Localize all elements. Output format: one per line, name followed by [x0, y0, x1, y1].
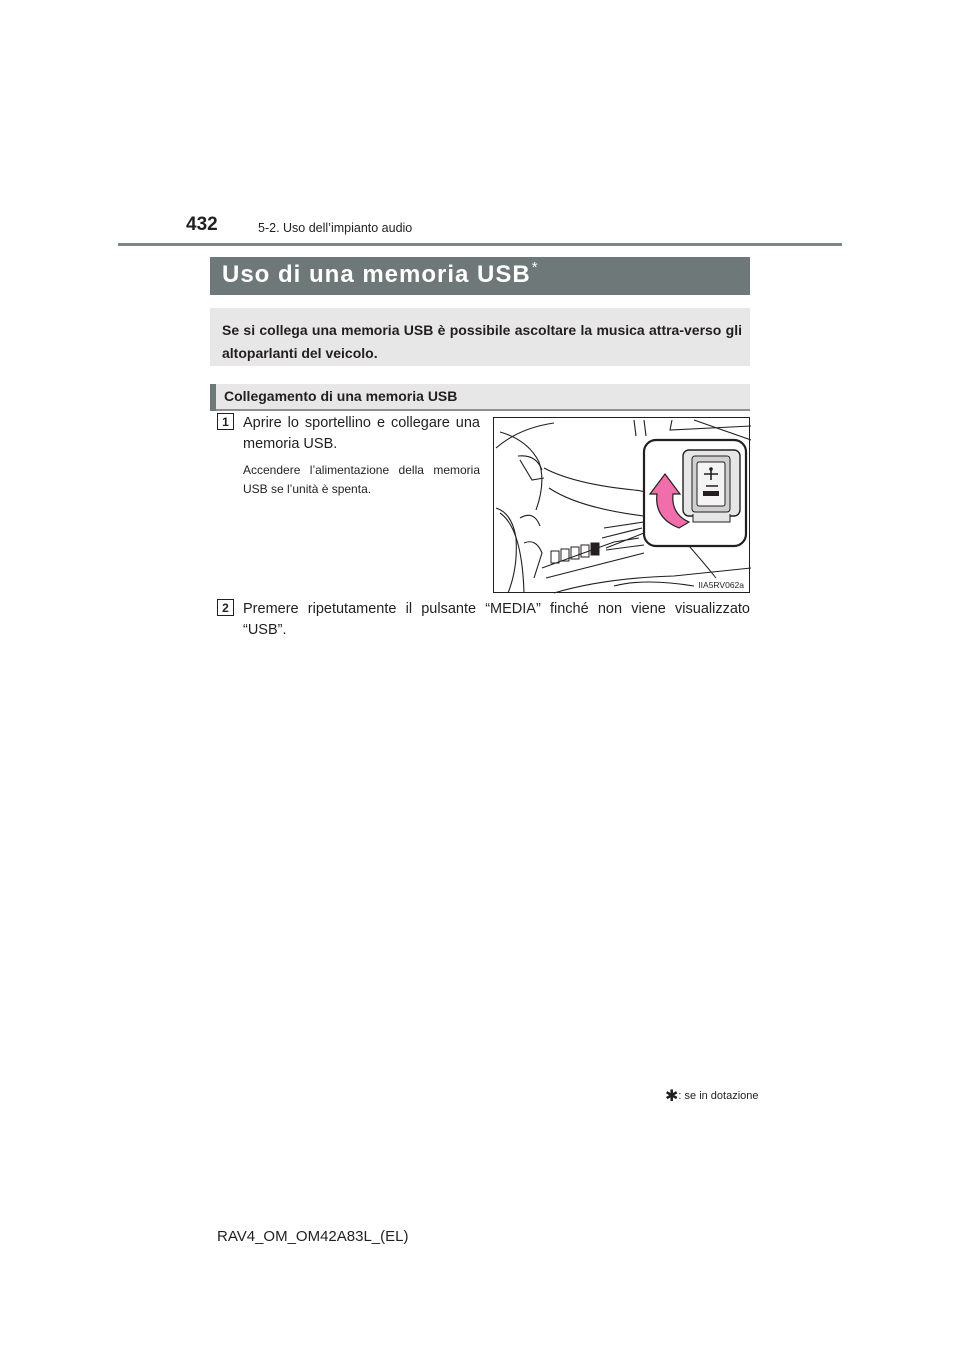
chapter-title: 5-2. Uso dell’impianto audio [258, 221, 413, 235]
footnote-star: ✱ [665, 1088, 679, 1105]
header-rule [118, 243, 842, 246]
section-heading [210, 384, 750, 411]
document-code: RAV4_OM_OM42A83L_(EL) [217, 1228, 409, 1245]
dashboard-drawing [494, 418, 751, 594]
step-1-number: 1 [217, 413, 234, 430]
intro-box [210, 308, 750, 366]
step-2-text: Premere ripetutamente il pulsante “MEDIA” finché non viene visualizzato “USB”. [243, 601, 750, 638]
step-1-text: Aprire lo sportellino e collegare una memoria USB. [243, 415, 480, 452]
section-heading-bar [210, 384, 216, 411]
usb-port-icon [683, 450, 740, 522]
footnote-text: : se in dotazione [678, 1090, 759, 1102]
step-1-note: Accendere l’alimentazione della memoria USB se l’unità è spenta. [243, 463, 480, 496]
section-heading-label: Collegamento di una memoria USB [224, 388, 458, 404]
page-title [222, 261, 539, 289]
step-2-number: 2 [217, 599, 234, 616]
intro-text: Se si collega una memoria USB è possibile ascoltare la musica attra-verso gli altoparlanti del veicolo. [222, 322, 742, 361]
page-number: 432 [186, 214, 218, 235]
page-title-text: Uso di una memoria USB [222, 261, 531, 288]
footnote [665, 1086, 759, 1106]
figure-code: IIA5RV062a [698, 580, 744, 590]
usb-illustration [493, 417, 750, 593]
title-asterisk: * [531, 259, 539, 276]
title-bar [210, 257, 750, 295]
